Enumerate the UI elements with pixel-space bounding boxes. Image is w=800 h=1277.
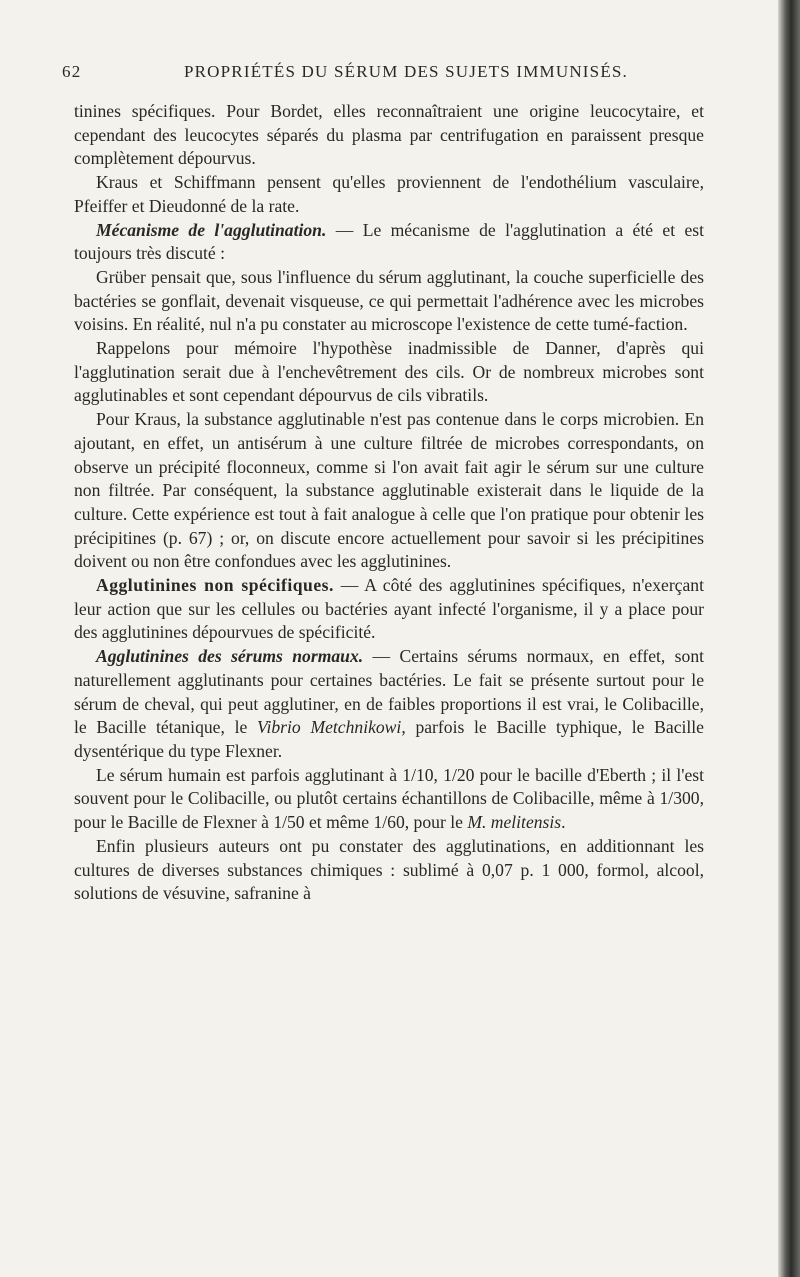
paragraph: Rappelons pour mémoire l'hypothèse inadmissible de Danner, d'après qui l'agglutination serait due à l'enchevêtrement des cils. Or de nombreux microbes sont agglutinables et sont cependant dépourvus de cils vibratils. bbox=[74, 338, 704, 406]
paragraph: tinines spécifiques. Pour Bordet, elles reconnaîtraient une origine leucocytaire, et cependant des leucocytes séparés du plasma par centrifugation en paraissent presque complètement dépourvus. bbox=[74, 101, 704, 169]
section-heading: Mécanisme de l'agglutination. bbox=[96, 219, 327, 240]
section-heading: Agglutinines non spécifiques. bbox=[96, 575, 334, 596]
paragraph: Kraus et Schiffmann pensent qu'elles proviennent de l'endothélium vasculaire, Pfeiffer et Dieudonné de la rate. bbox=[74, 172, 704, 216]
paragraph: Pour Kraus, la substance agglutinable n'est pas contenue dans le corps microbien. En ajoutant, en effet, un antisérum à une culture filtrée de microbes correspondants, on observe un précipité floconneux, comme si l'on avait fait agir le sérum sur une culture non filtrée. Par conséquent, la substance agglutinable existerait dans le liquide de la culture. Cette expérience est tout à fait analogue à celle que l'on pratique pour obtenir les précipitines (p. 67) ; or, on discute encore actuellement pour savoir si les précipitines doivent ou non être confondues avec les agglutinines. bbox=[74, 409, 704, 572]
species-name: Vibrio Metchnikowi bbox=[257, 717, 402, 738]
paragraph: Mécanisme de l'agglutination. — Le mécanisme de l'agglutination a été et est toujours très discuté : bbox=[74, 219, 705, 264]
paragraph: Grüber pensait que, sous l'influence du sérum agglutinant, la couche superficielle des bactéries se gonflait, devenait visqueuse, ce qui permettait l'adhérence avec les microbes voisins. En réalité, nul n'a pu constater au microscope l'existence de cette tumé-faction. bbox=[74, 266, 704, 335]
paragraph: Le sérum humain est parfois agglutinant à 1/10, 1/20 pour le bacille d'Eberth ; il l'est souvent pour le Colibacille, ou plutôt certains échantillons de Colibacille, même à 1/300, pour le Bacille de Flexner à 1/50 et même 1/60, pour le M. melitensis. bbox=[74, 764, 704, 833]
page-number: 62 bbox=[62, 62, 82, 81]
running-header bbox=[62, 62, 680, 88]
page-binding-edge bbox=[778, 0, 800, 1277]
paragraph: Enfin plusieurs auteurs ont pu constater des agglutinations, en additionnant les cultures de diverses substances chimiques : sublimé à 0,07 p. 1 000, formol, alcool, solutions de vésuvine, safranine à bbox=[74, 835, 704, 904]
paragraph: Agglutinines non spécifiques. — A côté des agglutinines spécifiques, n'exerçant leur action que sur les cellules ou bactéries ayant infecté l'organisme, il y a place pour des agglutinines dépourvues de spécificité. bbox=[74, 575, 704, 643]
species-name: M. melitensis bbox=[467, 812, 562, 833]
running-title: PROPRIÉTÉS DU SÉRUM DES SUJETS IMMUNISÉS. bbox=[183, 62, 629, 81]
body-text bbox=[74, 100, 704, 906]
section-heading: Agglutinines des sérums normaux. bbox=[96, 646, 364, 667]
paragraph: Agglutinines des sérums normaux. — Certains sérums normaux, en effet, sont naturellement agglutinants pour certaines bactéries. Le fait se présente surtout pour le sérum de cheval, qui peut agglutiner, en de faibles proportions il est vrai, le Colibacille, le Bacille tétanique, le Vibrio Metchnikowi, parfois le Bacille typhique, le Bacille dysentérique du type Flexner. bbox=[74, 646, 704, 761]
